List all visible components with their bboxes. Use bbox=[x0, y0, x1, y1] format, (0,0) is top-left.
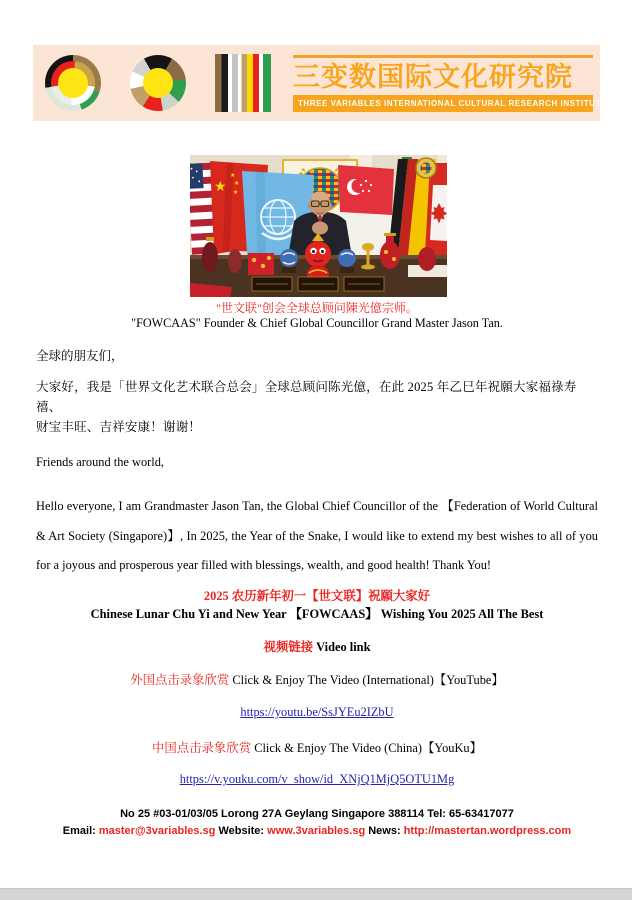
youku-link-row bbox=[36, 772, 598, 787]
footer-contacts bbox=[36, 825, 598, 837]
logo-core bbox=[58, 68, 88, 98]
svg-text:★: ★ bbox=[233, 190, 239, 196]
video-link-heading-english: Video link bbox=[313, 640, 371, 654]
title-top-rule bbox=[293, 55, 593, 58]
three-variables-wheel-logo-2 bbox=[130, 55, 186, 111]
china-video-english: Click & Enjoy The Video (China)【YouKu】 bbox=[251, 741, 482, 755]
grandmaster-photo bbox=[190, 155, 447, 297]
letter-body-english: Hello everyone, I am Grandmaster Jason Tan, the Global Chief Councillor of the 【Federation of World Cultural & Art Society (Singapore)】, In 2025, the Year of the Snake, I would like to extend my best wishes to all of you for a joyous and prosperous year filled with blessings, wealth, and good health! Thank You! bbox=[36, 499, 598, 573]
page-bottom-edge bbox=[0, 888, 632, 900]
footer-address: No 25 #03-01/03/05 Lorong 27A Geylang Singapore 388114 Tel: 65-63417077 bbox=[120, 808, 514, 820]
international-video-english: Click & Enjoy The Video (International)【YouTube】 bbox=[229, 673, 504, 687]
greeting-chinese: 全球的朋友们， bbox=[36, 349, 124, 363]
letter-body-chinese-line1: 大家好，我是「世界文化艺术联合总会」全球总顾问陈光億，在此 2025 年乙巳年祝願大家福祿寿禧、 bbox=[36, 380, 577, 414]
website-link[interactable]: www.3variables.sg bbox=[264, 825, 369, 837]
china-video-line bbox=[36, 738, 598, 756]
website-label: Website: bbox=[218, 825, 265, 837]
china-video-chinese: 中国点击录象欣赏 bbox=[151, 741, 252, 755]
letter-body-chinese-line2: 财宝丰旺、吉祥安康！谢谢！ bbox=[36, 420, 202, 434]
international-video-line bbox=[36, 670, 598, 688]
three-variables-wheel-logo-1 bbox=[45, 55, 101, 111]
international-video-chinese: 外国点击录象欣赏 bbox=[130, 673, 230, 687]
youtube-link-row bbox=[36, 705, 598, 720]
org-name-english-banner: THREE VARIABLES INTERNATIONAL CULTURAL RESEARCH INSTITUTE bbox=[293, 95, 593, 112]
new-year-heading-chinese: 2025 农历新年初一【世文联】祝願大家好 bbox=[203, 589, 431, 603]
svg-text:★: ★ bbox=[230, 173, 236, 179]
photo-gold-badge bbox=[416, 158, 436, 178]
greeting-english: Friends around the world, bbox=[36, 455, 165, 469]
logo-core bbox=[143, 68, 173, 98]
youku-link[interactable]: https://v.youku.com/v_show/id_XNjQ1MjQ5OTU1Mg bbox=[179, 772, 455, 786]
svg-text:★: ★ bbox=[234, 181, 240, 187]
photo-caption-english: "FOWCAAS" Founder & Chief Global Councillor Grand Master Jason Tan. bbox=[131, 316, 503, 330]
letter-body-chinese bbox=[36, 377, 598, 437]
three-variables-stripe-logo bbox=[215, 54, 271, 112]
email-link[interactable]: master@3variables.sg bbox=[95, 825, 219, 837]
svg-text:★: ★ bbox=[214, 180, 227, 195]
video-link-heading bbox=[36, 637, 598, 655]
email-label: Email: bbox=[62, 825, 96, 837]
org-title-block bbox=[293, 55, 607, 112]
video-link-heading-chinese: 视频链接 bbox=[263, 640, 314, 654]
new-year-heading-english: Chinese Lunar Chu Yi and New Year 【FOWCAAS】 Wishing You 2025 All The Best bbox=[90, 607, 544, 621]
photo-caption-chinese: "世文联"创会全球总顾问陳光億宗师。 bbox=[216, 301, 418, 315]
org-name-chinese: 三变数国际文化研究院 bbox=[293, 61, 573, 92]
letterhead bbox=[33, 45, 607, 121]
youtube-link[interactable]: https://youtu.be/SsJYEu2IZbU bbox=[240, 705, 394, 719]
news-link[interactable]: http://mastertan.wordpress.com bbox=[400, 825, 572, 837]
news-label: News: bbox=[368, 825, 401, 837]
